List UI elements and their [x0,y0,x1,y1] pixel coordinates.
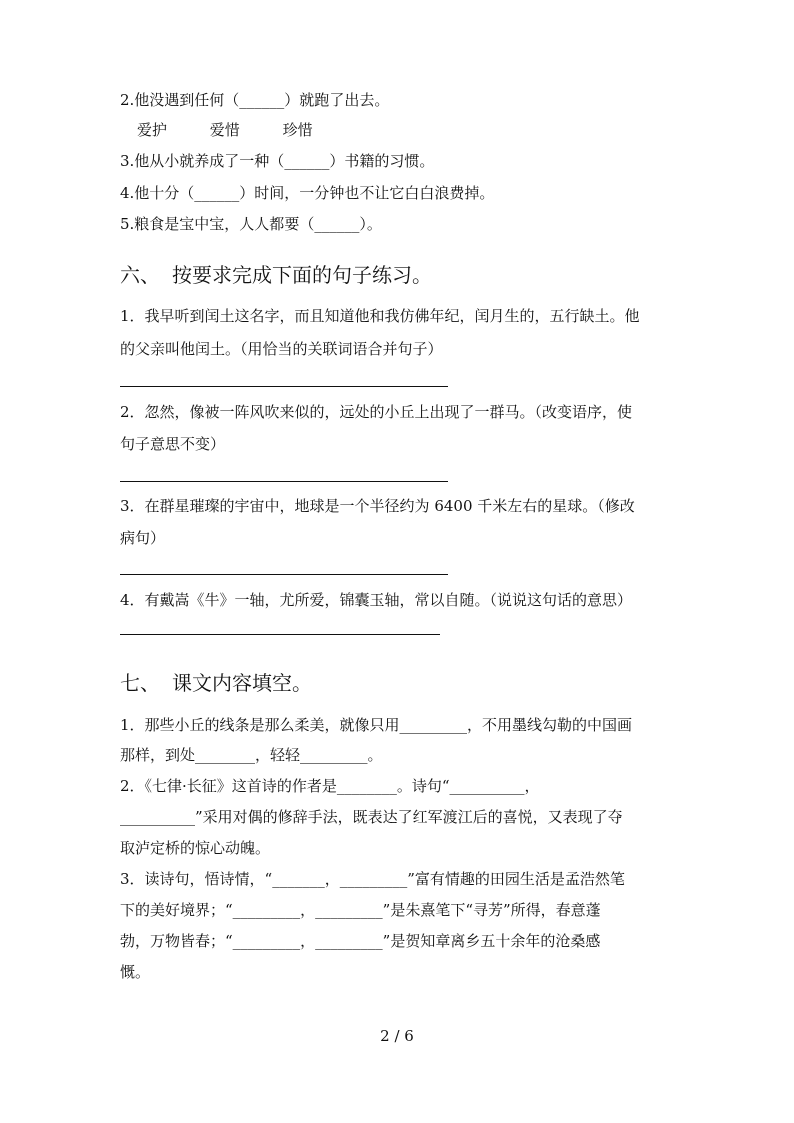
answer-line-6-3[interactable] [120,574,448,575]
question-6-1-line2: 的父亲叫他闰土。（用恰当的关联词语合并句子） [120,340,443,358]
question-7-3-line1: 3．读诗句，悟诗情，“_______，_________”富有情趣的田园生活是孟浩然笔 [120,870,625,888]
question-5-5: 5.粮食是宝中宝，人人都要（______）。 [120,215,382,233]
section-6-number: 六、 [120,263,160,287]
question-6-2-line2: 句子意思不变） [120,435,226,453]
question-7-3-line3: 勃，万物皆春；“_________，_________”是贺知章离乡五十余年的沧桑感 [120,932,601,950]
question-6-2-line1: 2．忽然，像被一阵风吹来似的，远处的小丘上出现了一群马。（改变语序，使 [120,403,633,421]
question-7-3-line4: 慨。 [120,963,151,981]
section-6-heading [120,262,432,288]
question-7-3-line2: 下的美好境界；“_________，_________”是朱熹笔下“寻芳”所得，春意蓬 [120,901,601,919]
section-6-title: 按要求完成下面的句子练习。 [172,263,432,287]
section-7-title: 课文内容填空。 [172,671,312,695]
question-6-1-line1: 1．我早听到闰土这名字，而且知道他和我仿佛年纪，闰月生的，五行缺土。他 [120,307,640,325]
word-option: 爱护 [137,121,168,139]
word-option: 爱惜 [209,121,240,139]
question-5-3: 3.他从小就养成了一种（______）书籍的习惯。 [120,152,435,170]
page-number: 2 / 6 [380,1027,414,1045]
question-6-3-line2: 病句） [120,529,166,547]
question-7-2-line1: 2．《七律·长征》这首诗的作者是________。诗句“__________， [120,777,540,795]
section-7-heading [120,670,312,696]
question-6-4-line1: 4．有戴嵩《牛》一轴，尤所爱，锦囊玉轴，常以自随。（说说这句话的意思） [120,591,633,609]
question-7-2-line2: __________”采用对偶的修辞手法，既表达了红军渡江后的喜悦，又表现了夺 [120,808,623,826]
word-option: 珍惜 [282,121,313,139]
question-5-2: 2.他没遇到任何（______）就跑了出去。 [120,91,390,109]
answer-line-6-2[interactable] [120,481,448,482]
section-7-number: 七、 [120,671,160,695]
word-options [137,120,351,140]
question-7-2-line3: 取泸定桥的惊心动魄。 [120,839,271,857]
answer-line-6-4[interactable] [120,634,440,635]
question-7-1-line2: 那样，到处________，轻轻_________。 [120,746,383,764]
question-5-4: 4.他十分（______）时间，一分钟也不让它白白浪费掉。 [120,184,495,202]
question-7-1-line1: 1．那些小丘的线条是那么柔美，就像只用_________，不用墨线勾勒的中国画 [120,716,633,734]
question-6-3-line1: 3．在群星璀璨的宇宙中，地球是一个半径约为 6400 千米左右的星球。（修改 [120,497,635,515]
answer-line-6-1[interactable] [120,386,448,387]
